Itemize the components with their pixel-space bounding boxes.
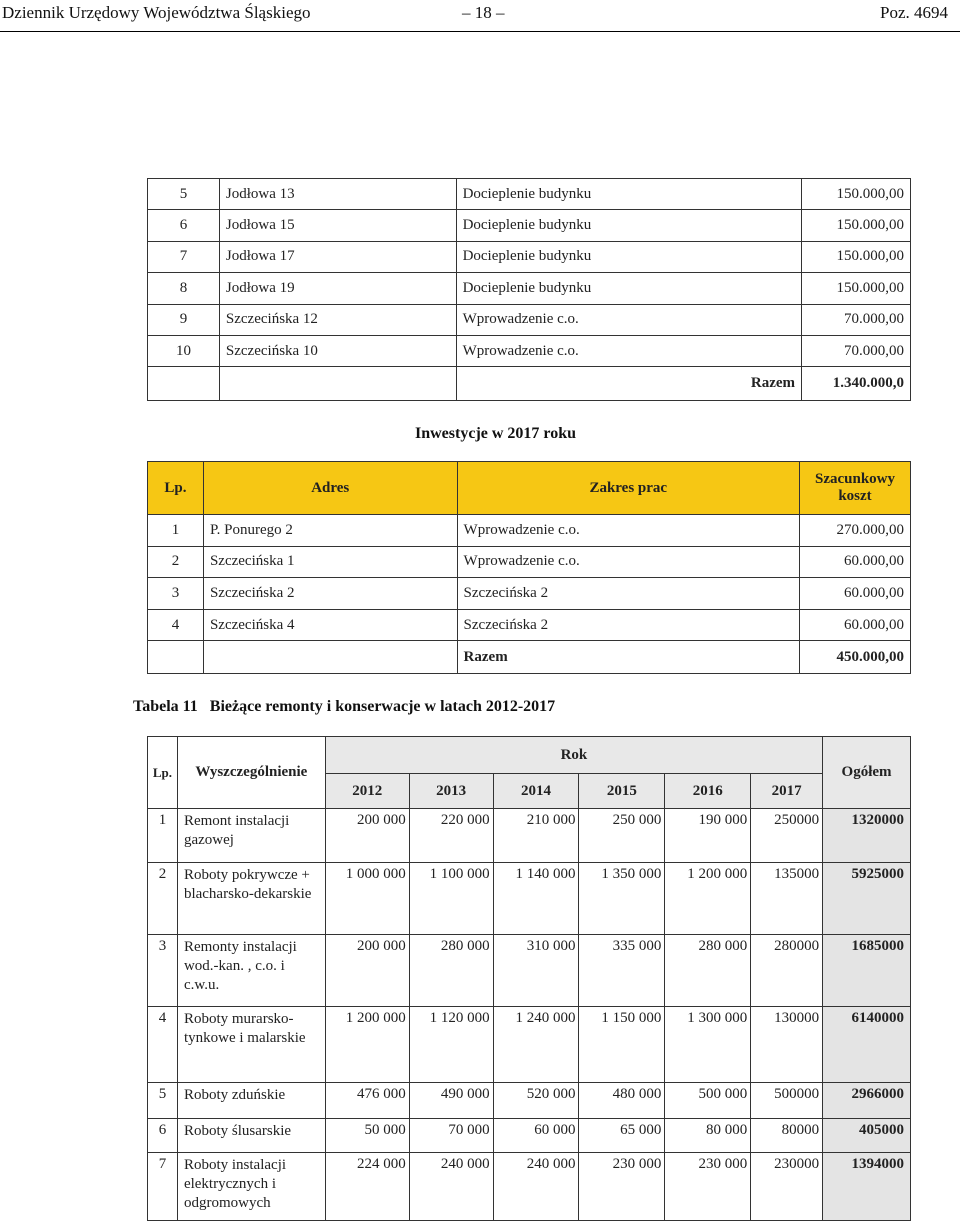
cell-lp: 1: [148, 809, 178, 863]
cell-value: 130000: [751, 1007, 823, 1083]
cell-desc: Roboty instalacji elektrycznych i odgromowych: [177, 1153, 325, 1221]
cell-value: 230 000: [665, 1153, 751, 1221]
cell-zakres: Wprowadzenie c.o.: [457, 546, 799, 578]
total-value: 1.340.000,0: [802, 367, 911, 401]
cell-value: 1 240 000: [493, 1007, 579, 1083]
col-rok: Rok: [325, 737, 822, 774]
cell-zakres: Wprowadzenie c.o.: [456, 335, 801, 366]
table-continuation: [147, 178, 911, 401]
cell-desc: Roboty zduńskie: [177, 1083, 325, 1119]
cell-lp: 2: [148, 546, 204, 578]
year-header: 2012: [325, 774, 409, 809]
table-row: [148, 304, 911, 335]
cell-adres: Jodłowa 13: [219, 179, 456, 210]
cell-adres: Jodłowa 17: [219, 241, 456, 272]
cell-value: 520 000: [493, 1083, 579, 1119]
section-title: Inwestycje w 2017 roku: [415, 425, 577, 442]
col-total: Ogółem: [823, 737, 911, 809]
col-lp: Lp.: [148, 737, 178, 809]
cell-value: 230 000: [579, 1153, 665, 1221]
year-header: 2017: [751, 774, 823, 809]
total-row: [148, 641, 911, 674]
col-koszt: Szacunkowy koszt: [800, 462, 911, 515]
cell-value: 476 000: [325, 1083, 409, 1119]
cell-lp: 8: [148, 273, 220, 304]
cell-zakres: Szczecińska 2: [457, 609, 799, 641]
table-row: [148, 335, 911, 366]
year-header: 2013: [409, 774, 493, 809]
cell-value: 1 000 000: [325, 863, 409, 935]
cell-value: 60 000: [493, 1119, 579, 1153]
table-row: [148, 515, 911, 547]
cell-value: 135000: [751, 863, 823, 935]
cell-lp: 7: [148, 1153, 178, 1221]
cell-value: 1 200 000: [325, 1007, 409, 1083]
cell-value: 230000: [751, 1153, 823, 1221]
cell-koszt: 60.000,00: [800, 578, 911, 610]
cell-zakres: Wprowadzenie c.o.: [457, 515, 799, 547]
cell-value: 240 000: [493, 1153, 579, 1221]
cell-total: 2966000: [823, 1083, 911, 1119]
cell-adres: Szczecińska 12: [219, 304, 456, 335]
cell-koszt: 150.000,00: [802, 210, 911, 241]
cell-koszt: 70.000,00: [802, 304, 911, 335]
cell-lp: 5: [148, 179, 220, 210]
cell-value: 220 000: [409, 809, 493, 863]
page-number: – 18 –: [462, 3, 505, 22]
table-row: [148, 609, 911, 641]
cell-zakres: Szczecińska 2: [457, 578, 799, 610]
cell-lp: 4: [148, 609, 204, 641]
cell-value: 1 150 000: [579, 1007, 665, 1083]
empty-cell: [148, 641, 204, 674]
year-header: 2015: [579, 774, 665, 809]
cell-value: 1 140 000: [493, 863, 579, 935]
cell-value: 250000: [751, 809, 823, 863]
year-header: 2014: [493, 774, 579, 809]
cell-desc: Roboty pokrywcze + blacharsko-dekarskie: [177, 863, 325, 935]
empty-cell: [148, 367, 220, 401]
col-desc: Wyszczególnienie: [177, 737, 325, 809]
table-row: [148, 273, 911, 304]
year-header: 2016: [665, 774, 751, 809]
total-row: [148, 367, 911, 401]
cell-value: 1 200 000: [665, 863, 751, 935]
table-row: [148, 935, 911, 1007]
table-row: [148, 578, 911, 610]
cell-lp: 2: [148, 863, 178, 935]
cell-value: 50 000: [325, 1119, 409, 1153]
table-header-row: [148, 462, 911, 515]
cell-adres: Szczecińska 1: [203, 546, 457, 578]
cell-value: 1 350 000: [579, 863, 665, 935]
total-label: Razem: [456, 367, 801, 401]
col-adres: Adres: [203, 462, 457, 515]
empty-cell: [203, 641, 457, 674]
cell-value: 280 000: [665, 935, 751, 1007]
cell-koszt: 150.000,00: [802, 179, 911, 210]
repairs-table-body: [148, 809, 911, 1221]
table-row: [148, 546, 911, 578]
cell-desc: Remonty instalacji wod.-kan. , c.o. i c.w.u.: [177, 935, 325, 1007]
cell-value: 240 000: [409, 1153, 493, 1221]
cell-value: 190 000: [665, 809, 751, 863]
cell-value: 200 000: [325, 809, 409, 863]
cell-koszt: 270.000,00: [800, 515, 911, 547]
cell-value: 335 000: [579, 935, 665, 1007]
cell-total: 1320000: [823, 809, 911, 863]
cell-zakres: Docieplenie budynku: [456, 179, 801, 210]
cell-lp: 3: [148, 578, 204, 610]
cell-adres: Szczecińska 10: [219, 335, 456, 366]
cell-value: 70 000: [409, 1119, 493, 1153]
cell-koszt: 70.000,00: [802, 335, 911, 366]
cell-value: 280 000: [409, 935, 493, 1007]
table-row: [148, 1153, 911, 1221]
cell-value: 1 120 000: [409, 1007, 493, 1083]
cell-value: 250 000: [579, 809, 665, 863]
cell-lp: 6: [148, 1119, 178, 1153]
table-continuation-body: [148, 179, 911, 401]
investments-table: [147, 461, 911, 674]
cell-desc: Roboty murarsko-tynkowe i malarskie: [177, 1007, 325, 1083]
cell-lp: 9: [148, 304, 220, 335]
cell-value: 500000: [751, 1083, 823, 1119]
journal-title: Dziennik Urzędowy Województwa Śląskiego: [2, 3, 311, 22]
col-zakres: Zakres prac: [457, 462, 799, 515]
cell-lp: 3: [148, 935, 178, 1007]
total-value: 450.000,00: [800, 641, 911, 674]
cell-adres: P. Ponurego 2: [203, 515, 457, 547]
cell-total: 1394000: [823, 1153, 911, 1221]
cell-value: 500 000: [665, 1083, 751, 1119]
cell-zakres: Docieplenie budynku: [456, 273, 801, 304]
total-label: Razem: [457, 641, 799, 674]
cell-zakres: Docieplenie budynku: [456, 210, 801, 241]
cell-value: 224 000: [325, 1153, 409, 1221]
cell-value: 310 000: [493, 935, 579, 1007]
table-row: [148, 179, 911, 210]
table-row: [148, 863, 911, 935]
cell-total: 5925000: [823, 863, 911, 935]
cell-total: 405000: [823, 1119, 911, 1153]
cell-desc: Remont instalacji gazowej: [177, 809, 325, 863]
cell-adres: Jodłowa 15: [219, 210, 456, 241]
cell-desc: Roboty ślusarskie: [177, 1119, 325, 1153]
cell-value: 280000: [751, 935, 823, 1007]
cell-zakres: Docieplenie budynku: [456, 241, 801, 272]
cell-value: 1 100 000: [409, 863, 493, 935]
table-row: [148, 809, 911, 863]
cell-lp: 1: [148, 515, 204, 547]
cell-value: 80000: [751, 1119, 823, 1153]
cell-koszt: 150.000,00: [802, 273, 911, 304]
table-row: [148, 1007, 911, 1083]
page-header: [0, 0, 960, 32]
cell-lp: 4: [148, 1007, 178, 1083]
table-row: [148, 1083, 911, 1119]
table-row: [148, 210, 911, 241]
table-caption: Tabela 11 Bieżące remonty i konserwacje w latach 2012-2017: [133, 698, 556, 715]
cell-value: 65 000: [579, 1119, 665, 1153]
cell-value: 1 300 000: [665, 1007, 751, 1083]
cell-koszt: 150.000,00: [802, 241, 911, 272]
cell-adres: Szczecińska 4: [203, 609, 457, 641]
repairs-table: [147, 736, 911, 1221]
cell-value: 480 000: [579, 1083, 665, 1119]
cell-value: 490 000: [409, 1083, 493, 1119]
cell-value: 80 000: [665, 1119, 751, 1153]
table-row: [148, 241, 911, 272]
table-row: [148, 1119, 911, 1153]
cell-total: 6140000: [823, 1007, 911, 1083]
cell-lp: 7: [148, 241, 220, 272]
table-header-row: [148, 737, 911, 774]
cell-total: 1685000: [823, 935, 911, 1007]
cell-koszt: 60.000,00: [800, 546, 911, 578]
cell-adres: Jodłowa 19: [219, 273, 456, 304]
position-number: Poz. 4694: [880, 3, 948, 22]
cell-value: 200 000: [325, 935, 409, 1007]
cell-value: 210 000: [493, 809, 579, 863]
investments-table-body: [148, 515, 911, 674]
cell-koszt: 60.000,00: [800, 609, 911, 641]
cell-lp: 6: [148, 210, 220, 241]
cell-lp: 10: [148, 335, 220, 366]
cell-adres: Szczecińska 2: [203, 578, 457, 610]
cell-lp: 5: [148, 1083, 178, 1119]
col-lp: Lp.: [148, 462, 204, 515]
cell-zakres: Wprowadzenie c.o.: [456, 304, 801, 335]
empty-cell: [219, 367, 456, 401]
